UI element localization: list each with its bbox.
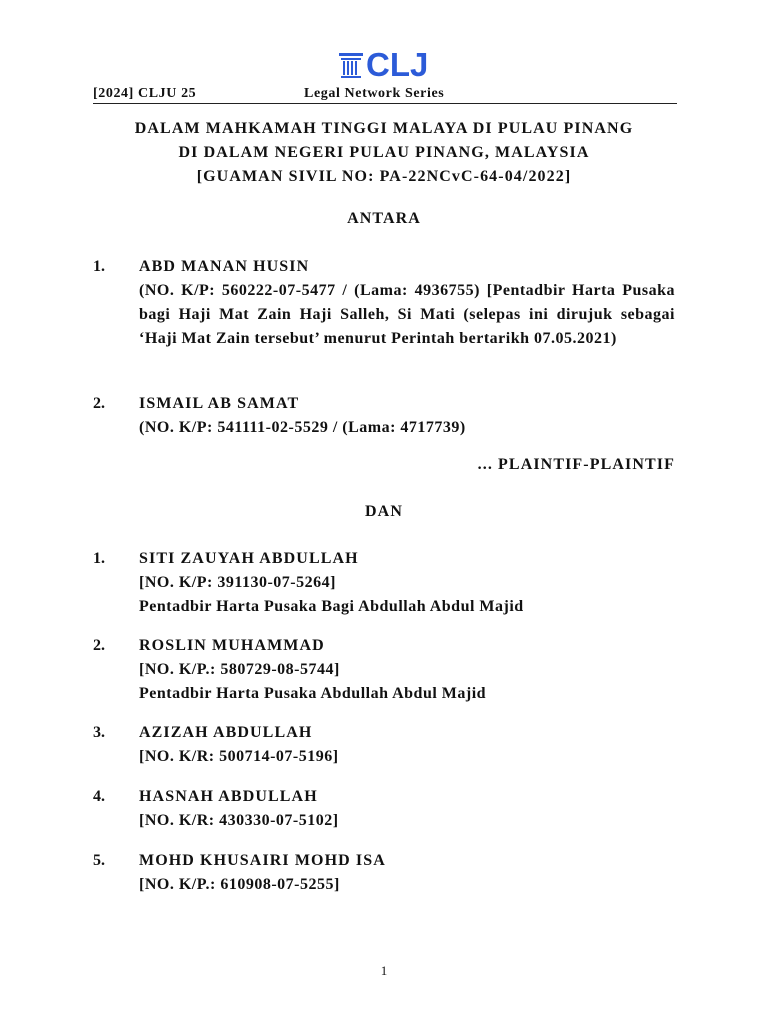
defendant-id: [NO. K/P: 391130-07-5264] xyxy=(139,574,336,591)
between-label: ANTARA xyxy=(347,210,421,227)
plaintiff-name: ABD MANAN HUSIN xyxy=(139,258,310,275)
defendant-number: 3. xyxy=(93,724,105,741)
defendant-entry xyxy=(139,785,675,833)
column-icon xyxy=(338,51,364,79)
defendant-name: ROSLIN MUHAMMAD xyxy=(139,637,325,654)
plaintiff-detail: (NO. K/P: 560222-07-5477 / (Lama: 4936755) [Pentadbir Harta Pusaka bagi Haji Mat Zain Haji Salleh, Si Mati (selepas ini dirujuk sebagai ‘Haji Mat Zain tersebut’ menurut Perintah bertarikh 07.05.2021) xyxy=(139,282,675,347)
plaintiff-number: 2. xyxy=(93,395,105,412)
defendant-entry xyxy=(139,547,675,619)
defendant-id: [NO. K/P.: 610908-07-5255] xyxy=(139,876,340,893)
defendant-number: 5. xyxy=(93,852,105,869)
series-name: Legal Network Series xyxy=(304,86,445,101)
page-number: 1 xyxy=(380,963,388,978)
header-divider xyxy=(93,103,677,104)
defendant-name: MOHD KHUSAIRI MOHD ISA xyxy=(139,852,386,869)
court-heading xyxy=(93,117,675,189)
plaintiff-role: ... PLAINTIF-PLAINTIF xyxy=(477,456,675,473)
plaintiff-detail: (NO. K/P: 541111-02-5529 / (Lama: 4717739) xyxy=(139,419,466,436)
defendant-name: HASNAH ABDULLAH xyxy=(139,788,318,805)
citation: [2024] CLJU 25 xyxy=(93,86,197,101)
logo-text: CLJ xyxy=(366,46,429,83)
plaintiff-number: 1. xyxy=(93,258,105,275)
defendant-entry xyxy=(139,721,675,769)
defendant-id: [NO. K/R: 430330-07-5102] xyxy=(139,812,339,829)
defendant-name: AZIZAH ABDULLAH xyxy=(139,724,313,741)
defendant-id: [NO. K/P.: 580729-08-5744] xyxy=(139,661,340,678)
defendant-number: 4. xyxy=(93,788,105,805)
court-line-1: DALAM MAHKAMAH TINGGI MALAYA DI PULAU PINANG xyxy=(134,120,634,137)
defendant-id: [NO. K/R: 500714-07-5196] xyxy=(139,748,339,765)
defendant-entry xyxy=(139,634,675,706)
defendant-note: Pentadbir Harta Pusaka Abdullah Abdul Majid xyxy=(139,685,487,702)
defendant-number: 2. xyxy=(93,637,105,654)
plaintiff-name: ISMAIL AB SAMAT xyxy=(139,395,300,412)
and-label: DAN xyxy=(365,503,403,520)
defendant-number: 1. xyxy=(93,550,105,567)
clj-logo xyxy=(338,48,428,81)
plaintiff-entry xyxy=(139,255,675,351)
defendant-name: SITI ZAUYAH ABDULLAH xyxy=(139,550,359,567)
defendant-entry xyxy=(139,849,675,897)
defendant-note: Pentadbir Harta Pusaka Bagi Abdullah Abdul Majid xyxy=(139,598,524,615)
court-line-3: [GUAMAN SIVIL NO: PA-22NCvC-64-04/2022] xyxy=(196,168,572,185)
court-line-2: DI DALAM NEGERI PULAU PINANG, MALAYSIA xyxy=(178,144,590,161)
plaintiff-entry xyxy=(139,392,675,440)
